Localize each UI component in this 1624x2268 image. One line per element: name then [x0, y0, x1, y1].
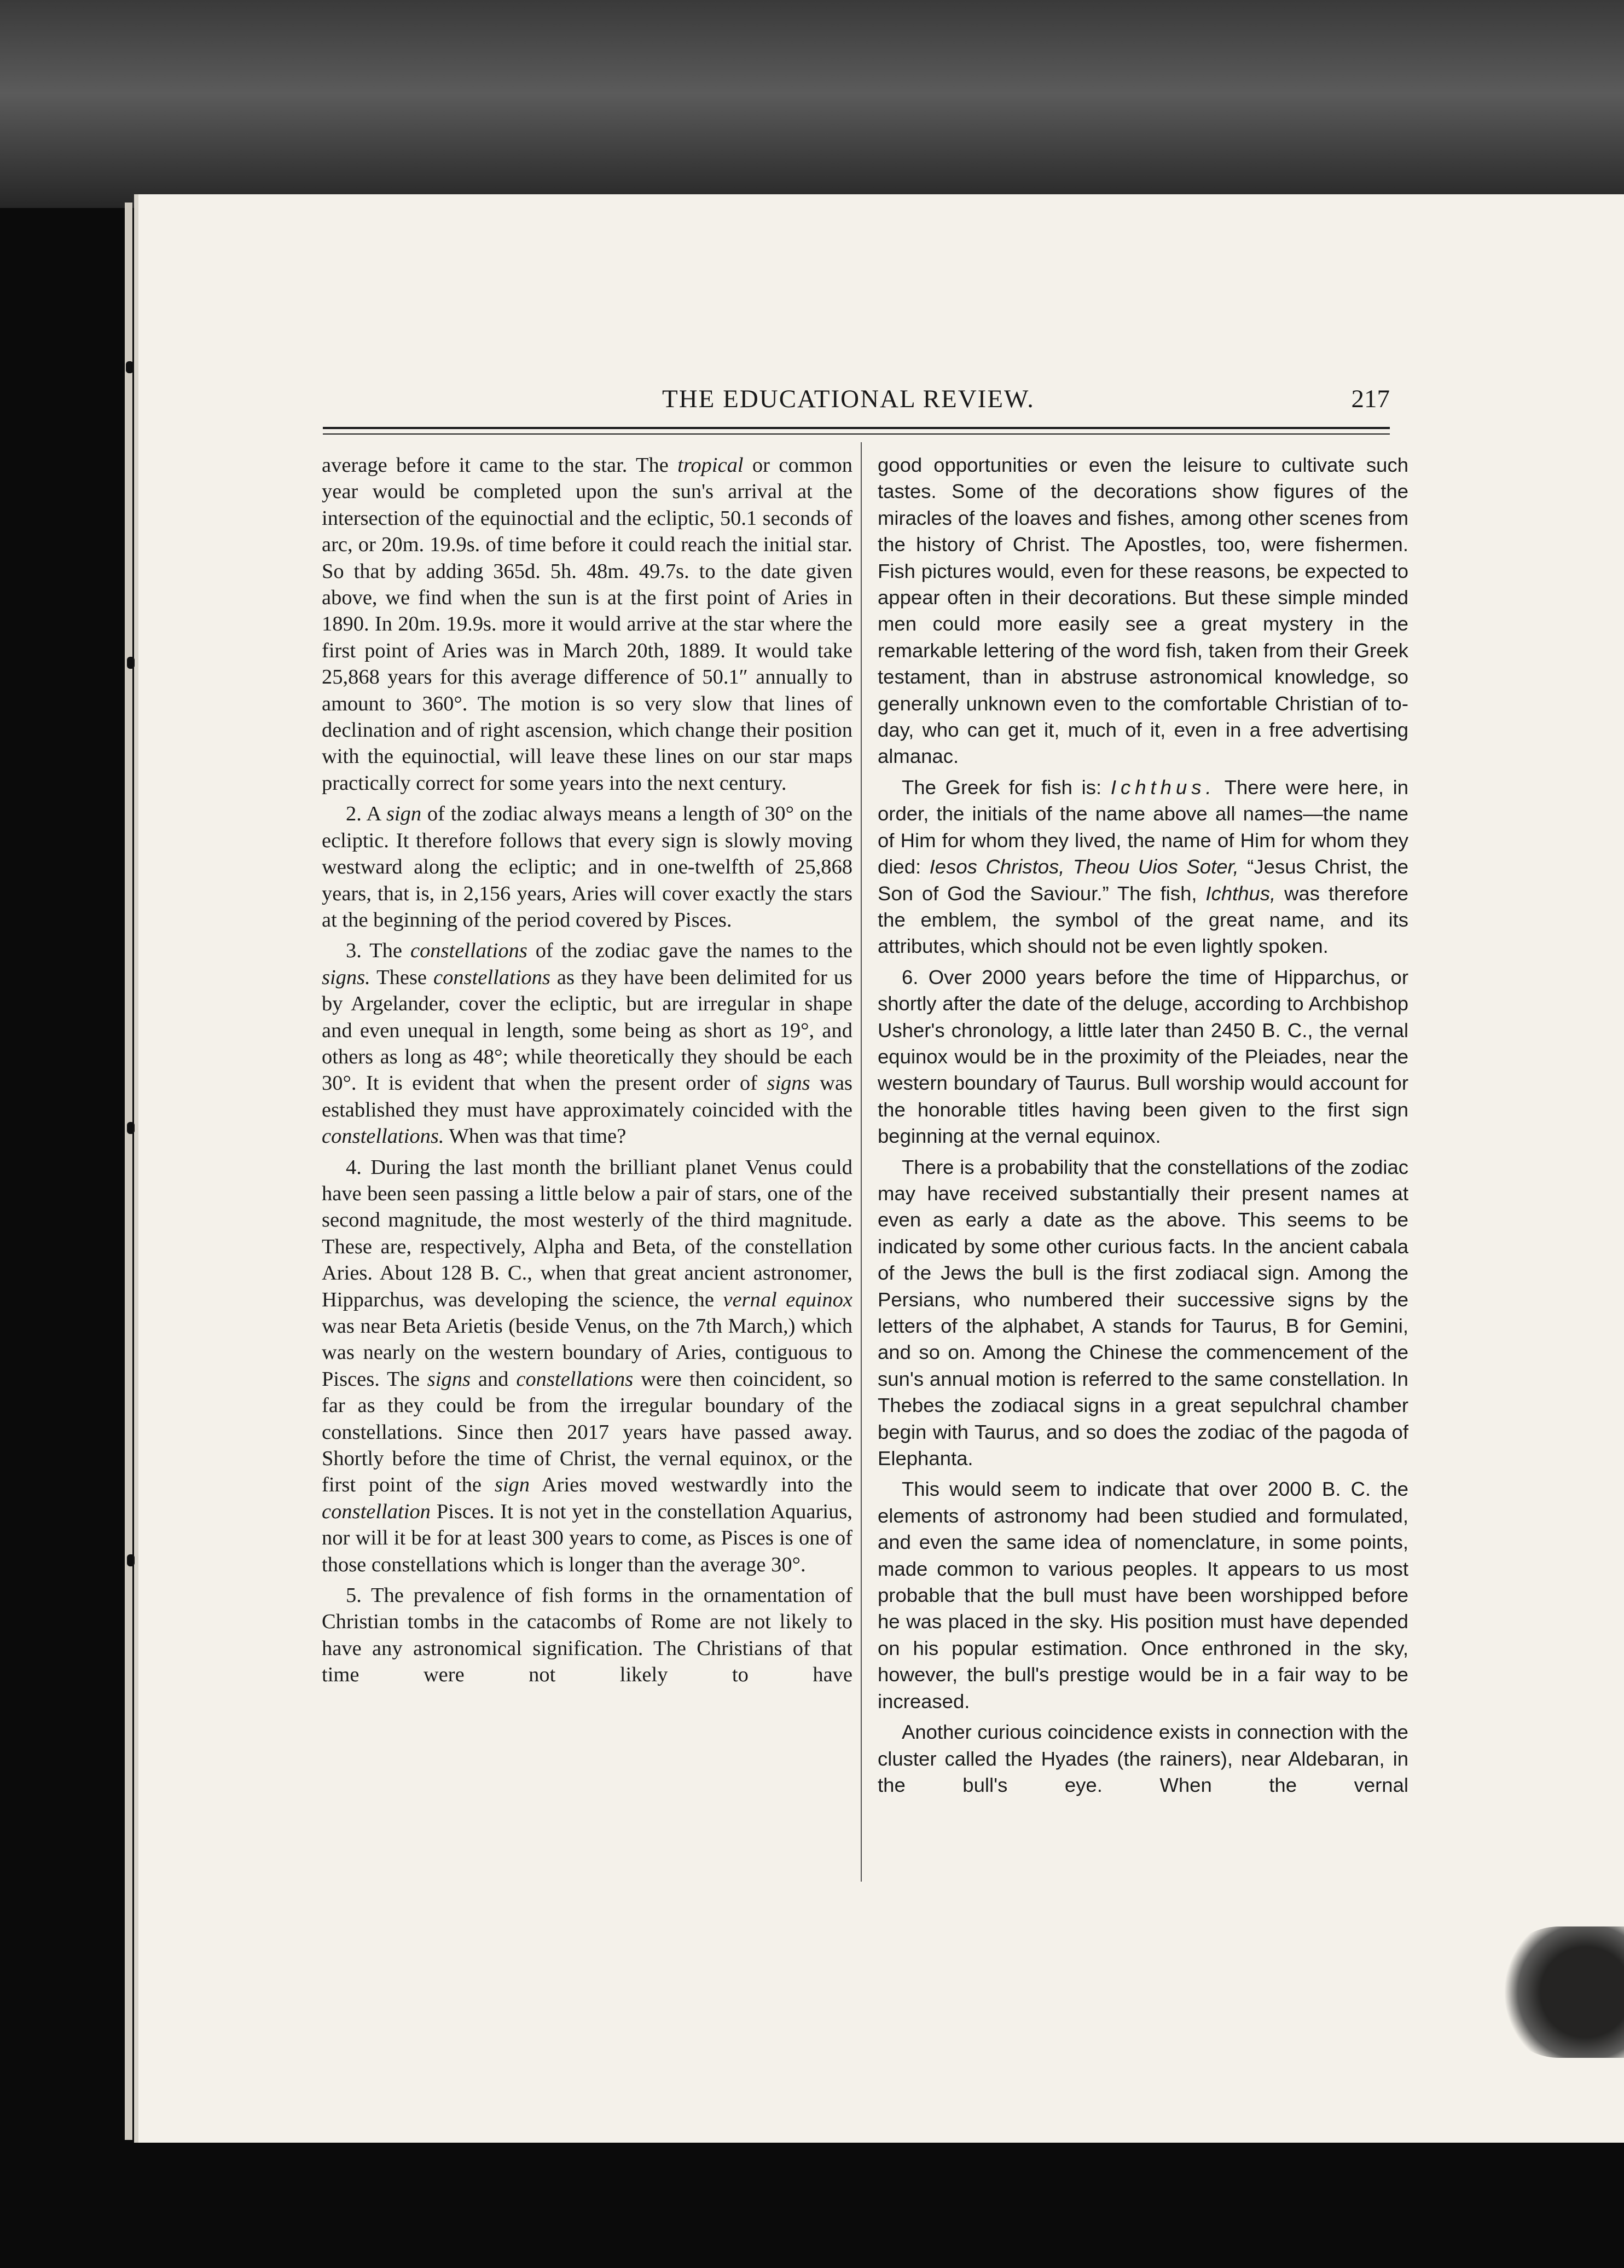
page-header: [323, 384, 1390, 423]
left-column: [322, 452, 852, 1886]
margin-ink-mark: [126, 361, 134, 373]
binding-shadow: [1494, 1926, 1624, 2058]
paragraph: good opportunities or even the leisure to cultivate such tastes. Some of the decorations show figures of the miracles of the loaves and fishes, among other scenes from the history of Christ. The Apostles, too, were fishermen. Fish pictures would, even for these reasons, be expected to appear often in their decorations. But these simple minded men could more easily see a great mystery in the remarkable lettering of the word fish, taken from their Greek testament, than in abstruse astronomical knowledge, so generally unknown even to the comfortable Christian of to-day, who can get it, much of it, even in a free advertising almanac.: [878, 454, 1408, 768]
margin-ink-mark: [127, 1554, 135, 1566]
paragraph: This would seem to indicate that over 2000 B. C. the elements of astronomy had been studied and formulated, and even the same idea of nomenclature, in some points, made common to various peoples. It appears to us most probable that the bull must have been worshipped before he was placed in the sky. His position must have depended on his popular estimation. Once enthroned in the sky, however, the bull's prestige would be in a fair way to be increased.: [878, 1478, 1408, 1712]
right-column: [878, 452, 1408, 1886]
paragraph: average before it came to the star. The tropical or common year would be completed upon the sun's arrival at the intersection of the equinoctial and the ecliptic, 50.1 seconds of arc, or 20m. 19.9s. of time before it could reach the initial star. So that by adding 365d. 5h. 48m. 49.7s. to the date given above, we find when the sun is at the first point of Aries in 1890. In 20m. 19.9s. more it would arrive at the star where the first point of Aries was in March 20th, 1889. It would take 25,868 years for this average difference of 50.1″ annually to amount to 360°. The motion is so very slow that lines of declination and of right ascension, which change their position with the equinoctial, will leave these lines on our star maps practically correct for some years into the next century.: [322, 454, 853, 795]
running-title: THE EDUCATIONAL REVIEW.: [662, 385, 1035, 413]
column-divider: [861, 442, 862, 1882]
page-edge: [125, 202, 132, 2140]
paragraph: 2. A sign of the zodiac always means a length of 30° on the ecliptic. It therefore follows that every sign is slowly moving westward along the ecliptic; and in one-twelfth of 25,868 years, that is, in 2,156 years, Aries will cover exactly the stars at the beginning of the period covered by Pisces.: [322, 802, 853, 931]
paragraph: 6. Over 2000 years before the time of Hipparchus, or shortly after the date of the deluge, according to Archbishop Usher's chronology, a little later than 2450 B. C., the vernal equinox would be in the proximity of the Pleiades, near the western boundary of Taurus. Bull worship would account for the honorable titles having been given to the first sign beginning at the vernal equinox.: [878, 965, 1408, 1148]
paragraph: 3. The constellations of the zodiac gave the names to the signs. These constellations as they have been delimited for us by Argelander, cover the ecliptic, but are irregular in shape and even unequal in length, some being as short as 19°, and others as long as 48°; while theoretically they should be each 30°. It is evident that when the present order of signs was established they must have approximately coincided with the constellations. When was that time?: [322, 939, 853, 1148]
paragraph: Another curious coincidence exists in connection with the cluster called the Hyades (the rainers), near Aldebaran, in the bull's eye. When the vernal: [878, 1721, 1408, 1796]
page-number: 217: [1351, 385, 1390, 413]
paragraph: There is a probability that the constellations of the zodiac may have received substantially their present names at even as early a date as the above. This seems to be indicated by some other curious facts. In the ancient cabala of the Jews the bull is the first zodiacal sign. Among the Persians, who numbered their successive signs by the letters of the alphabet, A stands for Taurus, B for Gemini, and so on. Among the Chinese the commencement of the sun's annual motion is referred to the same constellation. In Thebes the zodiacal signs in a great sepulchral chamber begin with Taurus, and so does the zodiac of the pagoda of Elephanta.: [878, 1155, 1408, 1470]
header-rule-thin: [323, 433, 1390, 435]
paragraph: The Greek for fish is: Ichthus. There were here, in order, the initials of the name above all names—the name of Him for whom they lived, the name of Him for whom they died: Iesos Christos, Theou Uios Soter, “Jesus Christ, the Son of God the Saviour.” The fish, Ichthus, was therefore the emblem, the symbol of the great name, and its attributes, which should not be even lightly spoken.: [878, 776, 1409, 958]
paragraph: 4. During the last month the brilliant planet Venus could have been seen passing a little below a pair of stars, one of the second magnitude, the most westerly of the third magnitude. These are, respectively, Alpha and Beta, of the constellation Aries. About 128 B. C., when that great ancient astronomer, Hipparchus, was developing the science, the vernal equinox was near Beta Arietis (beside Venus, on the 7th March,) which was nearly on the western boundary of Aries, contiguous to Pisces. The signs and constellations were then coincident, so far as they could be from the irregular boundary of the constellations. Since then 2017 years have passed away. Shortly before the time of Christ, the vernal equinox, or the first point of the sign Aries moved westwardly into the constellation Pisces. It is not yet in the constellation Aquarius, nor will it be for at least 300 years to come, as Pisces is one of those constellations which is longer than the average 30°.: [322, 1155, 852, 1576]
header-rule: [323, 427, 1390, 429]
margin-ink-mark: [127, 1122, 135, 1134]
paragraph: 5. The prevalence of fish forms in the ornamentation of Christian tombs in the catacombs of Rome are not likely to have any astronomical signification. The Christians of that time were not likely to have: [322, 1584, 852, 1687]
margin-ink-mark: [127, 657, 135, 669]
scan-background-top: [0, 0, 1624, 208]
